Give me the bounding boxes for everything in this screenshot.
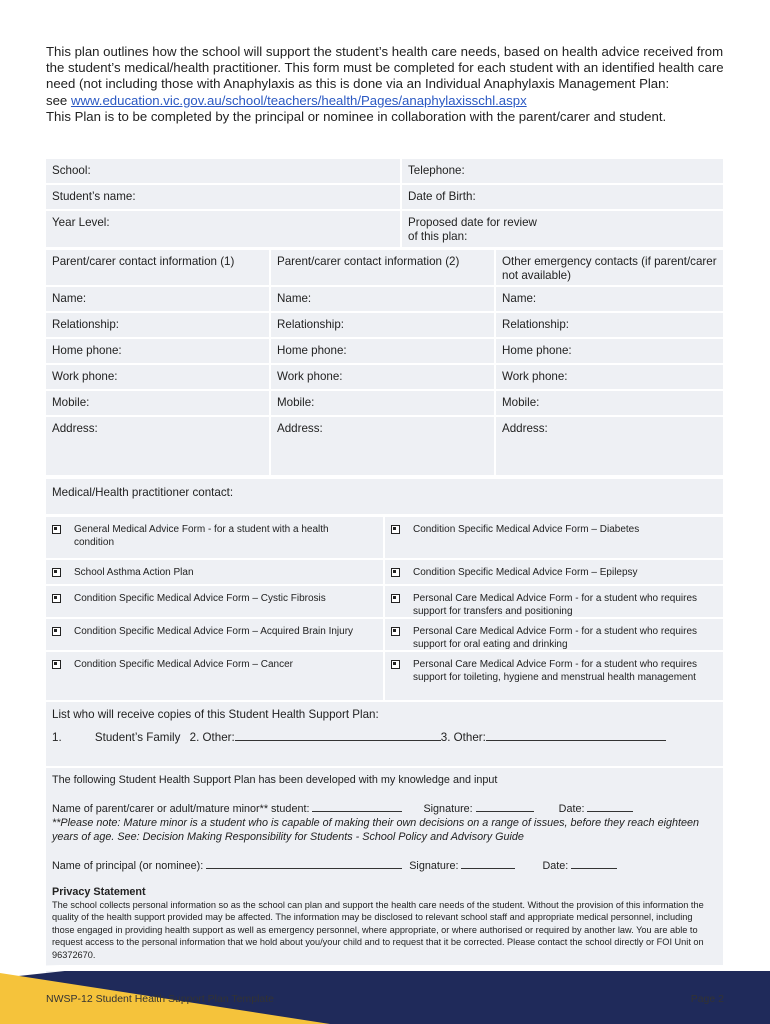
form-option-right[interactable] [385, 619, 723, 650]
form-option-label: Condition Specific Medical Advice Form – Acquired Brain Injury [74, 626, 354, 637]
copies-list [52, 730, 717, 745]
form-option-left[interactable] [46, 652, 383, 700]
checkbox-icon[interactable] [391, 525, 400, 534]
copies-box [46, 702, 723, 766]
contact-1-field[interactable] [46, 339, 269, 363]
intro-paragraph: This plan outlines how the school will support the student’s health care needs, based on health advice received from the student’s medical/health practitioner. This form must be completed for each student with an identified health care need (not including those with Anaphylaxis as this is done via an Individual Anaphylaxis Management Plan: [46, 44, 724, 92]
contact-header-2: Parent/carer contact information (2) [271, 250, 494, 285]
contact-field-label: Mobile: [52, 396, 90, 409]
parent-date-line[interactable] [587, 801, 633, 812]
contact-2-field[interactable] [271, 417, 494, 475]
checkbox-icon[interactable] [52, 627, 61, 636]
practitioner-field[interactable] [46, 479, 723, 514]
checkbox-icon[interactable] [52, 660, 61, 669]
form-option-right[interactable] [385, 517, 723, 558]
contact-3-field[interactable] [496, 391, 723, 415]
parent-name-line[interactable] [312, 801, 402, 812]
student-name-label: Student’s name: [52, 190, 136, 203]
anaphylaxis-link[interactable]: www.education.vic.gov.au/school/teachers/health/Pages/anaphylaxisschl.aspx [70, 92, 527, 108]
contact-field-label: Mobile: [277, 396, 315, 409]
form-option-label: Condition Specific Medical Advice Form – Diabetes [413, 524, 640, 535]
checkbox-icon[interactable] [391, 627, 400, 636]
form-option-label: Personal Care Medical Advice Form - for a student who requires support for transfers and positioning [413, 593, 698, 617]
contact-field-label: Name: [277, 292, 312, 305]
contact-2-field[interactable] [271, 365, 494, 389]
principal-signature-line[interactable] [461, 858, 515, 869]
contact-2-field[interactable] [271, 391, 494, 415]
contact-2-field[interactable] [271, 339, 494, 363]
copies-other-3-line[interactable] [486, 730, 666, 741]
contact-field-label: Address: [502, 422, 548, 435]
contact-field-label: Home phone: [277, 344, 347, 357]
footer-white-strip [0, 965, 770, 971]
contact-field-label: Address: [277, 422, 323, 435]
form-option-label: School Asthma Action Plan [74, 567, 194, 578]
page-number: Page 2 [690, 993, 724, 1005]
school-field[interactable] [46, 159, 400, 183]
contact-field-label: Address: [52, 422, 98, 435]
form-option-left[interactable] [46, 586, 383, 617]
checkbox-icon[interactable] [391, 594, 400, 603]
copies-item-1: Student’s Family [94, 731, 181, 744]
parent-signature-line[interactable] [476, 801, 534, 812]
contact-2-field[interactable] [271, 287, 494, 311]
intro-text [46, 44, 736, 125]
intro-paragraph-2: This Plan is to be completed by the principal or nominee in collaboration with the parent/carer and student. [46, 108, 667, 124]
contact-1-field[interactable] [46, 417, 269, 475]
dob-label: Date of Birth: [408, 190, 476, 203]
signoff-statement: The following Student Health Support Plan has been developed with my knowledge and input [52, 774, 498, 786]
intro-link-line [46, 93, 736, 109]
contact-3-field[interactable] [496, 365, 723, 389]
student-name-field[interactable] [46, 185, 400, 209]
contact-field-label: Work phone: [502, 370, 568, 383]
contact-1-field[interactable] [46, 365, 269, 389]
dob-field[interactable] [402, 185, 723, 209]
contact-3-field[interactable] [496, 287, 723, 311]
principal-name-line[interactable] [206, 858, 402, 869]
form-option-label: Condition Specific Medical Advice Form – Epilepsy [413, 567, 638, 578]
contact-field-label: Relationship: [277, 318, 345, 331]
contact-field-label: Work phone: [277, 370, 343, 383]
review-date-field[interactable] [402, 211, 723, 247]
contact-header-3: Other emergency contacts (if parent/carer not available) [496, 250, 723, 285]
parent-signoff-row [52, 801, 717, 816]
contact-3-field[interactable] [496, 339, 723, 363]
contact-field-label: Home phone: [52, 344, 122, 357]
copies-title: List who will receive copies of this Student Health Support Plan: [52, 708, 379, 721]
contact-field-label: Relationship: [52, 318, 120, 331]
contact-1-field[interactable] [46, 287, 269, 311]
see-prefix: see [46, 92, 71, 108]
contact-field-label: Mobile: [502, 396, 540, 409]
form-option-left[interactable] [46, 619, 383, 650]
contact-3-field[interactable] [496, 313, 723, 337]
form-option-label: Condition Specific Medical Advice Form – Cancer [74, 659, 293, 670]
practitioner-label: Medical/Health practitioner contact: [52, 486, 234, 499]
form-option-label: Condition Specific Medical Advice Form – Cystic Fibrosis [74, 593, 326, 604]
telephone-label: Telephone: [408, 164, 465, 177]
school-label: School: [52, 164, 91, 177]
principal-signature-label: Signature: [409, 860, 459, 872]
contact-field-label: Relationship: [502, 318, 570, 331]
form-option-left[interactable] [46, 560, 383, 584]
year-level-field[interactable] [46, 211, 400, 247]
parent-name-label: Name of parent/carer or adult/mature minor** student: [52, 803, 310, 815]
contact-field-label: Name: [502, 292, 537, 305]
form-option-label: Personal Care Medical Advice Form - for a student who requires support for oral eating and drinking [413, 626, 698, 650]
form-option-right[interactable] [385, 652, 723, 700]
checkbox-icon[interactable] [391, 660, 400, 669]
copies-other-2-line[interactable] [235, 730, 441, 741]
copies-item-1-num: 1. [52, 731, 62, 744]
parent-date-label: Date: [558, 803, 585, 815]
parent-signature-label: Signature: [423, 803, 473, 815]
principal-name-label: Name of principal (or nominee): [52, 860, 204, 872]
form-option-right[interactable] [385, 586, 723, 617]
copies-item-3: 3. Other: [440, 731, 486, 744]
principal-date-label: Date: [542, 860, 569, 872]
contact-3-field[interactable] [496, 417, 723, 475]
footer-title: NWSP-12 Student Health Support Plan Template [46, 993, 275, 1005]
form-option-right[interactable] [385, 560, 723, 584]
principal-date-line[interactable] [571, 858, 617, 869]
privacy-text: The school collects personal information so as the school can plan and support the health care needs of the student. Without the provision of this information the quality of the health support provided may be affected. The information may be disclosed to relevant school staff and appropriate medical personnel, including those engaged in providing health support as well as emergency personnel, where appropriate, or where authorised or required by another law. You are able to request access to the personal information that we hold about you/your child and to request that it be corrected. Please contact the school directly or FOI Unit on 96372670. [52, 900, 704, 960]
form-option-label: General Medical Advice Form - for a student with a health condition [74, 524, 329, 548]
checkbox-icon[interactable] [52, 525, 61, 534]
checkbox-icon[interactable] [52, 568, 61, 577]
contact-2-field[interactable] [271, 313, 494, 337]
principal-signoff-row [52, 858, 717, 873]
form-option-label: Personal Care Medical Advice Form - for a student who requires support for toileting, hygiene and menstrual health management [413, 659, 698, 683]
privacy-title: Privacy Statement [52, 886, 146, 898]
copies-item-2: 2. Other: [189, 731, 235, 744]
telephone-field[interactable] [402, 159, 723, 183]
contact-header-1: Parent/carer contact information (1) [46, 250, 269, 285]
contact-field-label: Work phone: [52, 370, 118, 383]
mature-minor-note: **Please note: Mature minor is a student who is capable of making their own decisions on a range of issues, before they reach eighteen years of age. See: Decision Making Responsibility for Students - School Policy and Advisory Guide [52, 817, 699, 843]
contact-field-label: Name: [52, 292, 87, 305]
contact-1-field[interactable] [46, 391, 269, 415]
review-date-label: Proposed date for review of this plan: [408, 216, 537, 243]
contact-1-field[interactable] [46, 313, 269, 337]
year-level-label: Year Level: [52, 216, 110, 229]
checkbox-icon[interactable] [391, 568, 400, 577]
checkbox-icon[interactable] [52, 594, 61, 603]
signoff-box [46, 768, 723, 978]
contact-field-label: Home phone: [502, 344, 572, 357]
form-option-left[interactable] [46, 517, 383, 558]
